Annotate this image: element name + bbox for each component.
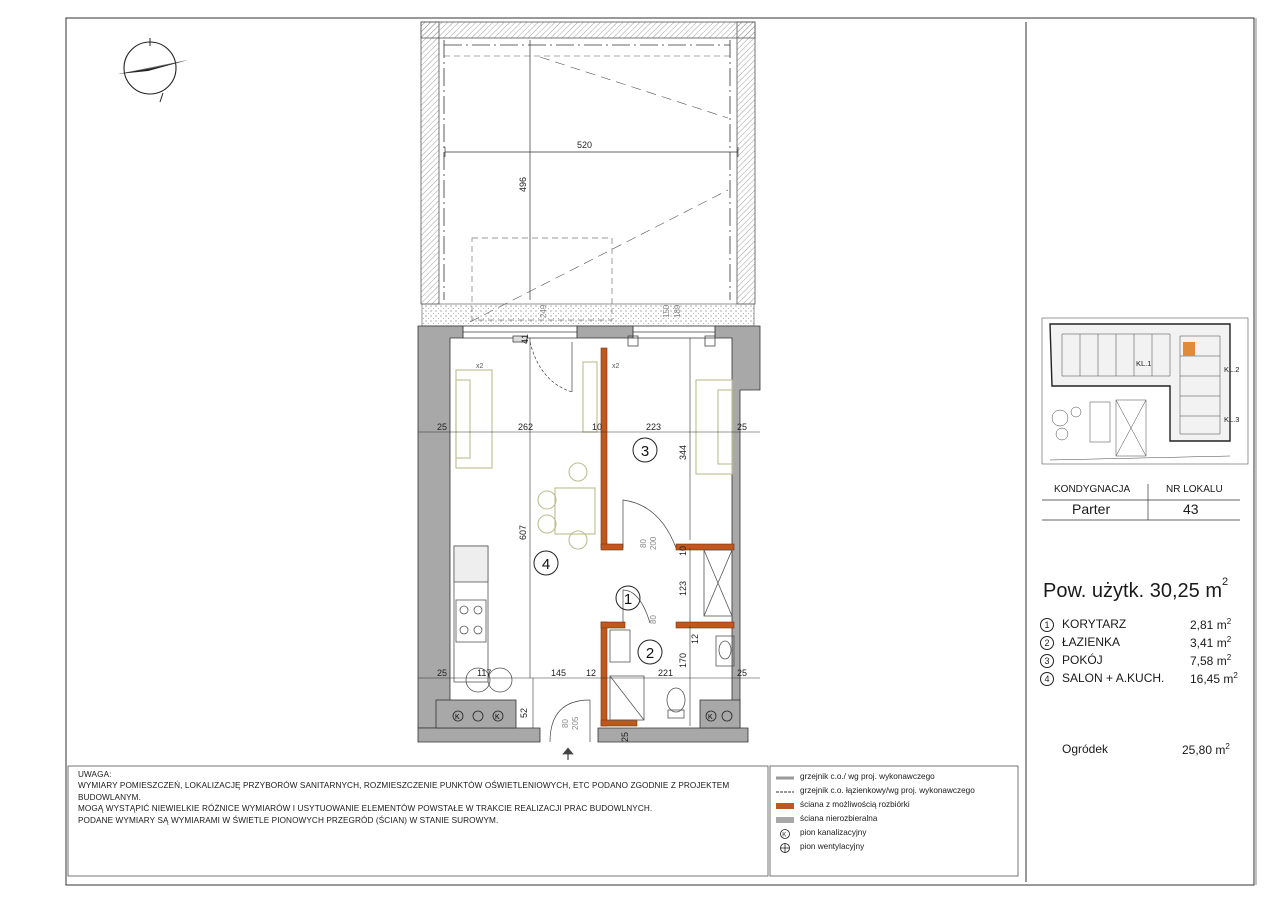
dim-123: 123 bbox=[678, 580, 688, 596]
garden-label: Ogródek bbox=[1062, 742, 1109, 756]
room-row-3 bbox=[1040, 653, 1240, 671]
room-row-area: 2,81 $m^2$ bbox=[1190, 617, 1232, 632]
total-area bbox=[1043, 576, 1229, 603]
unit-header: NR LOKALU bbox=[1166, 484, 1223, 495]
floor-header: KONDYGNACJA bbox=[1054, 484, 1131, 495]
notes-line-4: PODANE WYMIARY SĄ WYMIARAMI W ŚWIETLE PIONOWYCH PRZEGRÓD (ŚCIAN) W STANIE SUROWYM. bbox=[78, 815, 499, 825]
notes-line-3: MOGĄ WYSTĄPIĆ NIEWIELKIE RÓŻNICE WYMIARÓW I USYTUOWANIE ELEMENTÓW POWSTAŁE W TRAKCIE REALIZACJI PRAC BUDOWLNYCH. bbox=[78, 804, 653, 814]
room-row-number: 4 bbox=[1040, 672, 1054, 686]
dim-wall-right-bottom: 25 bbox=[737, 668, 748, 678]
dim-wall-right-top: 25 bbox=[737, 422, 748, 432]
room-number-3: 3 bbox=[640, 443, 650, 460]
room-number-2: 2 bbox=[645, 645, 655, 662]
dim-door-80: 80 bbox=[639, 539, 648, 548]
site-label-kl1: KL.1 bbox=[1136, 359, 1152, 368]
room-row-number: 2 bbox=[1040, 636, 1054, 650]
dim-door-80b: 80 bbox=[649, 615, 658, 624]
room-row-name: ŁAZIENKA bbox=[1062, 635, 1121, 649]
room-row-area: 3,41 $m^2$ bbox=[1190, 635, 1232, 650]
svg-text:K: K bbox=[782, 832, 787, 839]
dim-room3-depth: 344 bbox=[678, 444, 688, 460]
room-row-4 bbox=[1040, 671, 1240, 689]
notes-line-1: WYMIARY POMIESZCZEŃ, LOKALIZACJĘ PRZYBORÓW SANITARNYCH, ROZMIESZCZENIE PUNKTÓW OŚWIETLENIOWYCH, ETC PODANO ZGODNIE Z PROJEKTEM bbox=[78, 781, 730, 791]
unit-value: 43 bbox=[1183, 501, 1199, 517]
notes-title: UWAGA: bbox=[78, 770, 112, 779]
dim-x2-a: x2 bbox=[476, 363, 484, 370]
riser-k-label-1: K bbox=[455, 714, 460, 721]
dim-salon-depth: 607 bbox=[518, 524, 528, 540]
riser-k-label-3: K bbox=[708, 714, 713, 721]
dim-room3-width: 223 bbox=[646, 422, 662, 432]
room-number-4: 4 bbox=[541, 556, 551, 573]
room-row-name: POKÓJ bbox=[1062, 653, 1103, 667]
garden-area bbox=[421, 22, 755, 326]
dim-41: 41 bbox=[520, 333, 530, 344]
room-row-name: KORYTARZ bbox=[1062, 617, 1127, 631]
site-plan-thumbnail bbox=[1040, 316, 1250, 466]
furniture bbox=[456, 362, 732, 549]
dim-12: 12 bbox=[586, 668, 597, 678]
fixed-wall-icon bbox=[776, 815, 794, 825]
dim-wall-left-top: 25 bbox=[437, 422, 448, 432]
garden-area: 25,80 $m^2$ bbox=[1182, 742, 1230, 757]
dim-x2-b: x2 bbox=[612, 363, 620, 370]
room-row-1 bbox=[1040, 617, 1240, 635]
sewage-riser-icon bbox=[776, 829, 794, 839]
riser-k-label-2: K bbox=[495, 714, 500, 721]
removable-wall-icon bbox=[776, 801, 794, 811]
dim-garden-width: 520 bbox=[577, 140, 593, 150]
room-markers bbox=[534, 438, 662, 664]
dim-door-200: 200 bbox=[649, 536, 658, 550]
highlighted-unit bbox=[1183, 342, 1195, 356]
total-area-sup: 2 bbox=[1221, 576, 1229, 588]
kitchen bbox=[454, 546, 488, 682]
dim-117: 117 bbox=[477, 668, 492, 678]
dim-249: 249 bbox=[539, 304, 548, 318]
dim-170: 170 bbox=[678, 652, 688, 668]
dim-52: 52 bbox=[519, 707, 529, 718]
room-number-1: 1 bbox=[623, 591, 633, 608]
dim-wall-left-bottom: 25 bbox=[437, 668, 448, 678]
site-label-kl3: KL.3 bbox=[1224, 415, 1240, 424]
room-row-area: 16,45 $m^2$ bbox=[1190, 671, 1238, 686]
dim-10b: 10 bbox=[678, 545, 688, 556]
bath-radiator-line-icon bbox=[776, 787, 794, 797]
notes-line-2: BUDOWLANYM. bbox=[78, 792, 141, 802]
total-area-label: Pow. użytk. 30,25 m bbox=[1043, 580, 1222, 602]
radiator-line-icon bbox=[776, 773, 794, 783]
dim-12b: 12 bbox=[690, 633, 700, 644]
dim-145: 145 bbox=[551, 668, 567, 678]
dim-189: 189 bbox=[673, 304, 682, 318]
dim-221: 221 bbox=[658, 668, 674, 678]
dim-partition: 10 bbox=[592, 422, 603, 432]
dim-garden-depth: 496 bbox=[518, 176, 528, 192]
room-row-2 bbox=[1040, 635, 1240, 653]
ventilation-riser-icon bbox=[776, 843, 794, 853]
room-row-number: 1 bbox=[1040, 618, 1054, 632]
dim-25-bottom: 25 bbox=[620, 731, 630, 742]
room-row-area: 7,58 $m^2$ bbox=[1190, 653, 1232, 668]
floor-value: Parter bbox=[1072, 501, 1111, 517]
room-row-number: 3 bbox=[1040, 654, 1054, 668]
room-row-name: SALON + A.KUCH. bbox=[1062, 671, 1165, 685]
dim-door-205: 205 bbox=[571, 716, 580, 730]
notes-block bbox=[78, 769, 768, 826]
dim-door-80c: 80 bbox=[561, 719, 570, 728]
dim-150: 150 bbox=[662, 304, 671, 318]
site-label-kl2: KL.2 bbox=[1224, 365, 1240, 374]
dim-salon-width: 262 bbox=[518, 422, 534, 432]
